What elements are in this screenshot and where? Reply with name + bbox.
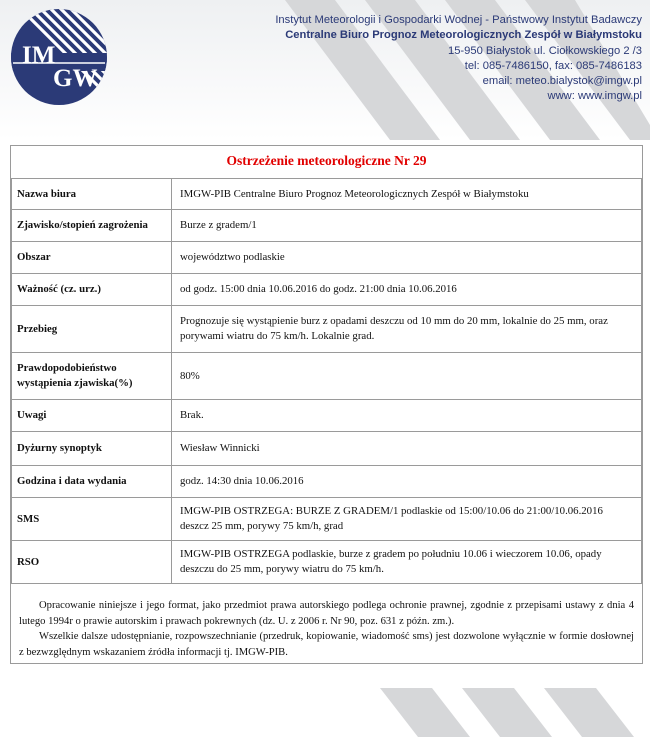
office-email[interactable]: email: meteo.bialystok@imgw.pl [482,75,642,88]
table-row [12,353,642,400]
row-label: Nazwa biura [12,179,172,210]
table-row [12,306,642,353]
row-value: IMGW-PIB OSTRZEGA podlaskie, burze z gradem po południu 10.06 i wieczorem 10.06, opady deszczu do 25 mm, porywy wiatru do 75 km/h. [172,541,642,584]
row-label: Obszar [12,242,172,274]
table-row [12,400,642,432]
office-website[interactable]: www: www.imgw.pl [547,90,642,103]
row-value: IMGW-PIB OSTRZEGA: BURZE Z GRADEM/1 podlaskie od 15:00/10.06 do 21:00/10.06.2016 deszcz 25 mm, porywy 75 km/h, grad [172,498,642,541]
imgw-logo [9,7,109,107]
row-label: Dyżurny synoptyk [12,432,172,466]
warning-title: Ostrzeżenie meteorologiczne Nr 29 [226,153,427,168]
office-phone: tel: 085-7486150, fax: 085-7486183 [464,59,642,72]
table-row [12,274,642,306]
row-value: Brak. [172,400,642,432]
table-row [12,432,642,466]
row-value: Wiesław Winnicki [172,432,642,466]
row-value: 80% [172,353,642,400]
row-label: Przebieg [12,306,172,353]
copyright-notice [11,593,642,660]
table-row [12,498,642,541]
row-value: Burze z gradem/1 [172,210,642,242]
office-address: 15-950 Białystok ul. Ciołkowskiego 2 /3 [447,44,642,57]
copyright-paragraph: Opracowanie niniejsze i jego format, jako przedmiot prawa autorskiego podlega ochronie prawnej, zgodnie z przepisami ustawy z dnia 4 lutego 1994r o prawie autorskim i prawach pokrewnych (dz. U. z 2006 r. Nr 90, poz. 631 z późn. zm.). [19,600,634,627]
row-label: Prawdopodobieństwo wystąpienia zjawiska(%) [12,353,172,400]
institute-header [275,13,642,105]
row-value: województwo podlaskie [172,242,642,274]
office-name: Centralne Biuro Prognoz Meteorologicznych Zespół w Białymstoku [285,29,642,42]
row-label: Godzina i data wydania [12,466,172,498]
row-value: godz. 14:30 dnia 10.06.2016 [172,466,642,498]
row-label: SMS [12,498,172,541]
row-label: Ważność (cz. urz.) [12,274,172,306]
row-label: RSO [12,541,172,584]
institute-name: Instytut Meteorologii i Gospodarki Wodnej - Państwowy Instytut Badawczy [275,14,642,26]
row-value: Prognozuje się wystąpienie burz z opadami deszczu od 10 mm do 20 mm, lokalnie do 25 mm, oraz porywami wiatru do 75 km/h. Lokalnie grad. [172,306,642,353]
svg-text:IM: IM [22,42,56,69]
usage-paragraph: Wszelkie dalsze udostępnianie, rozpowszechnianie (przedruk, kopiowanie, wiadomość sms) jest dozwolone wyłącznie w formie dosłownej z bezwzględnym wskazaniem źródła informacji tj. IMGW-PIB. [19,631,634,658]
table-row [12,179,642,210]
table-row [12,210,642,242]
warning-form [10,145,643,664]
row-value: od godz. 15:00 dnia 10.06.2016 do godz. 21:00 dnia 10.06.2016 [172,274,642,306]
table-row [12,242,642,274]
table-row [12,541,642,584]
warning-table [11,178,642,584]
row-label: Uwagi [12,400,172,432]
svg-text:GW: GW [53,65,98,92]
table-row [12,466,642,498]
row-label: Zjawisko/stopień zagrożenia [12,210,172,242]
row-value: IMGW-PIB Centralne Biuro Prognoz Meteorologicznych Zespół w Białymstoku [172,179,642,210]
